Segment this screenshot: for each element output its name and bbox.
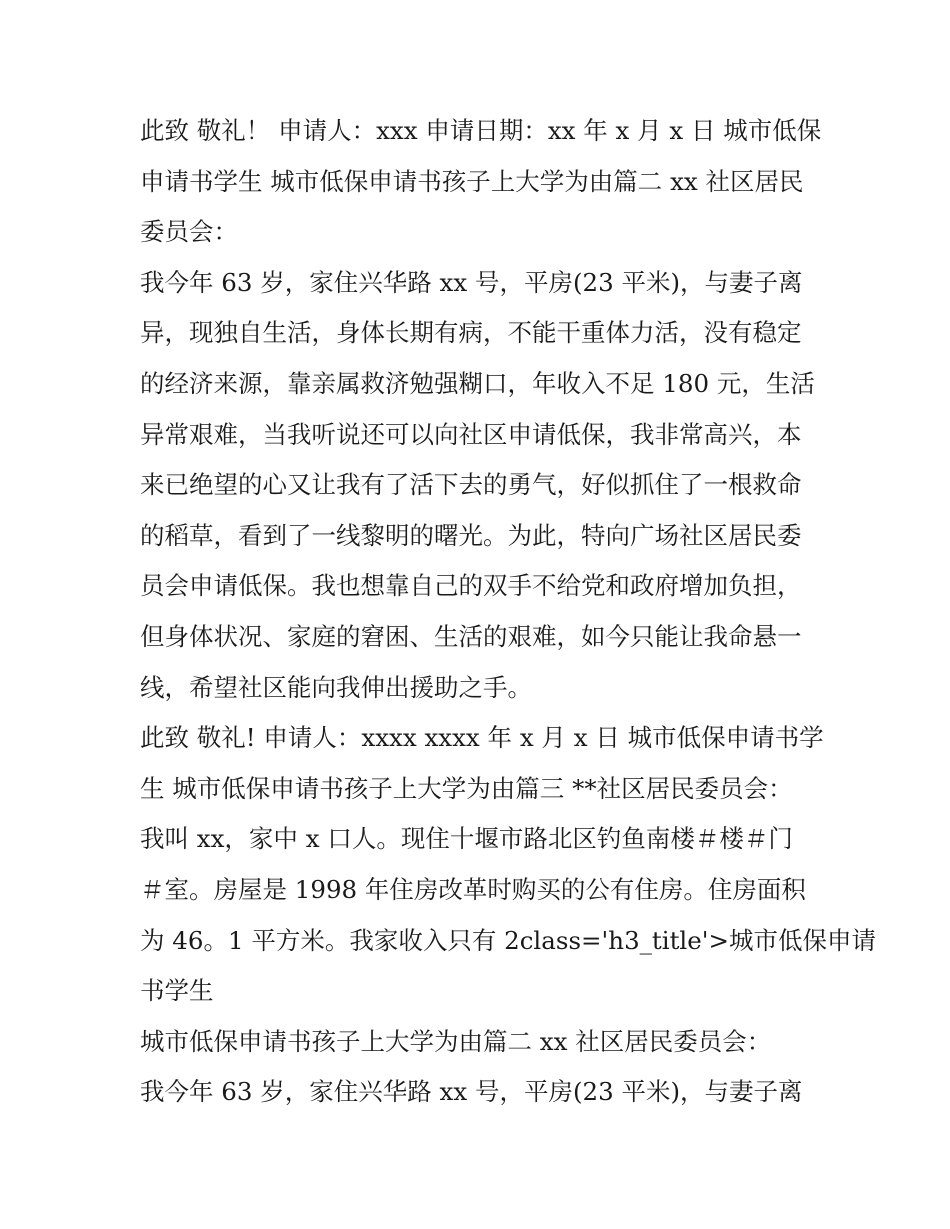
text-line: 书学生 xyxy=(140,976,214,1006)
text-line: 城市低保申请书孩子上大学为由篇二 xx 社区居民委员会： xyxy=(140,1026,772,1056)
text-line: 我今年 63 岁，家住兴华路 xx 号，平房(23 平米)，与妻子离 xyxy=(140,267,803,297)
text-line: 来已绝望的心又让我有了活下去的勇气，好似抓住了一根救命 xyxy=(140,470,802,500)
text-line: 此致 敬礼! 申请人：xxxx xxxx 年 x 月 x 日 城市低保申请书学 xyxy=(140,723,824,753)
text-line: 此致 敬礼！ 申请人：xxx 申请日期：xx 年 x 月 x 日 城市低保 xyxy=(140,116,822,145)
body-text xyxy=(140,106,877,1118)
text-line: 我叫 xx，家中 x 口人。现住十堰市路北区钓鱼南楼＃楼＃门 xyxy=(140,824,793,854)
text-line: 线，希望社区能向我伸出援助之手。 xyxy=(140,672,532,702)
text-line: 为 46。1 平方米。我家收入只有 2class='h3_title'>城市低保申请 xyxy=(140,925,877,955)
text-line: 员会申请低保。我也想靠自己的双手不给党和政府增加负担， xyxy=(140,571,802,601)
text-line: 异，现独自生活，身体长期有病，不能干重体力活，没有稳定 xyxy=(140,318,802,348)
text-line: 的经济来源，靠亲属救济勉强糊口，年收入不足 180 元，生活 xyxy=(140,368,815,398)
text-line: 申请书学生 城市低保申请书孩子上大学为由篇二 xx 社区居民 xyxy=(140,166,804,196)
text-line: 委员会： xyxy=(140,217,238,247)
text-line: ＃室。房屋是 1998 年住房改革时购买的公有住房。住房面积 xyxy=(140,874,806,904)
text-line: 我今年 63 岁，家住兴华路 xx 号，平房(23 平米)，与妻子离 xyxy=(140,1077,803,1107)
text-line: 异常艰难，当我听说还可以向社区申请低保，我非常高兴，本 xyxy=(140,419,802,449)
text-line: 生 城市低保申请书孩子上大学为由篇三 **社区居民委员会： xyxy=(140,773,793,803)
text-line: 但身体状况、家庭的窘困、生活的艰难，如今只能让我命悬一 xyxy=(140,621,802,651)
text-line: 的稻草，看到了一线黎明的曙光。为此，特向广场社区居民委 xyxy=(140,520,802,550)
